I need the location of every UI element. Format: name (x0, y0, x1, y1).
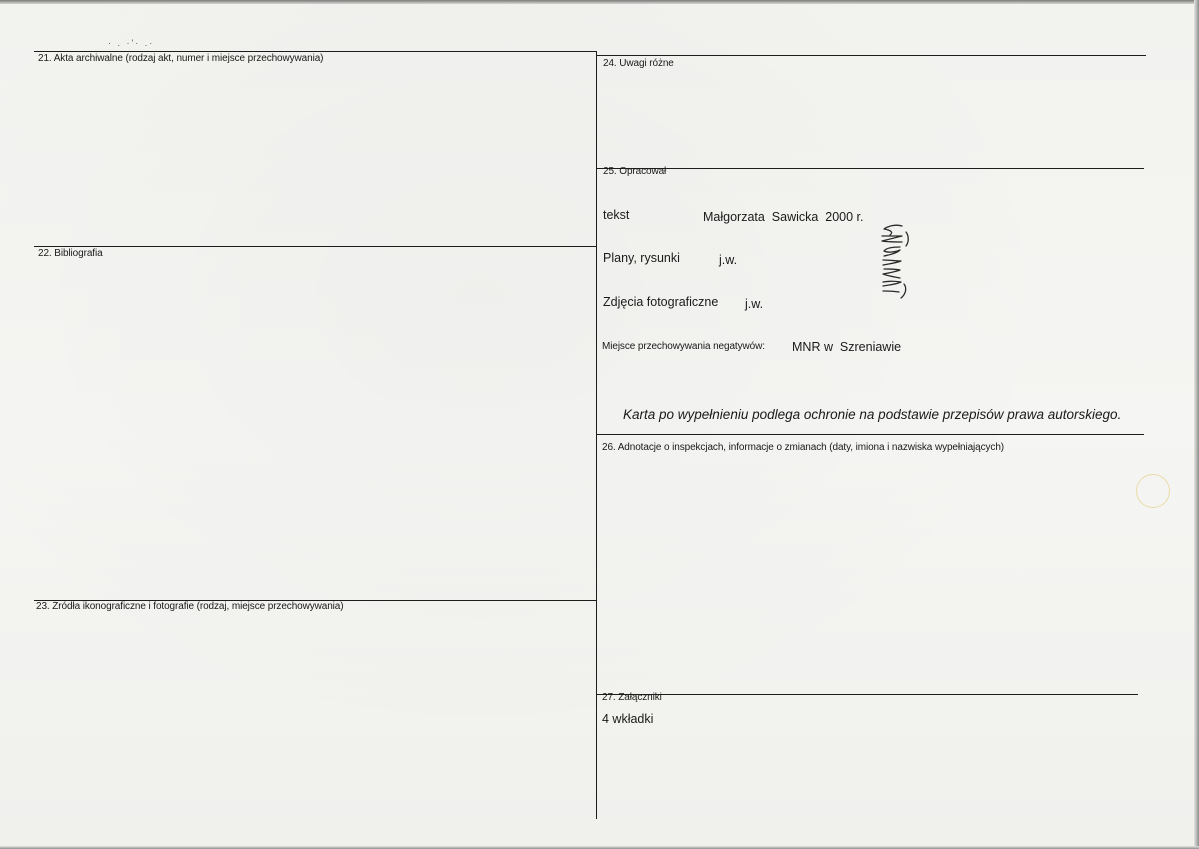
divider-25-top (596, 168, 1144, 169)
miejsce-value: MNR w Szreniawie (792, 340, 902, 354)
divider-21-top (34, 51, 596, 52)
section-27-value: 4 wkładki (602, 712, 654, 726)
center-divider (596, 51, 597, 819)
section-23-label: 23. Źródła ikonograficzne i fotografie (rodzaj, miejsce przechowywania) (36, 601, 344, 612)
handwritten-signature (868, 214, 918, 304)
zdjecia-value: j.w. (745, 297, 764, 311)
miejsce-label: Miejsce przechowywania negatywów: (602, 341, 765, 352)
zdjecia-label: Zdjęcia fotograficzne (603, 295, 719, 309)
scan-right-edge (1194, 0, 1199, 849)
divider-26-top (596, 434, 1144, 435)
divider-27-top (596, 694, 1138, 695)
section-27-label: 27. Załączniki (602, 692, 662, 703)
divider-24-top (596, 55, 1146, 56)
plany-label: Plany, rysunki (603, 251, 680, 265)
plany-value: j.w. (719, 253, 738, 267)
scan-speckle: · . ·'· .· (108, 38, 155, 48)
section-26-label: 26. Adnotacje o inspekcjach, informacje o zmianach (daty, imiona i nazwiska wypełniających) (602, 442, 1005, 453)
copyright-notice: Karta po wypełnieniu podlega ochronie na podstawie przepisów prawa autorskiego. (623, 407, 1122, 422)
section-21-label: 21. Akta archiwalne (rodzaj akt, numer i miejsce przechowywania) (38, 53, 324, 64)
scan-top-edge (0, 0, 1199, 4)
tekst-label: tekst (603, 208, 630, 222)
section-25-label: 25. Opracował (603, 166, 667, 177)
section-24-label: 24. Uwagi różne (603, 58, 674, 69)
faint-stamp-ring (1136, 474, 1170, 508)
section-22-label: 22. Bibliografia (38, 248, 103, 259)
divider-22-top (34, 246, 596, 247)
tekst-value: Małgorzata Sawicka 2000 r. (703, 210, 864, 224)
